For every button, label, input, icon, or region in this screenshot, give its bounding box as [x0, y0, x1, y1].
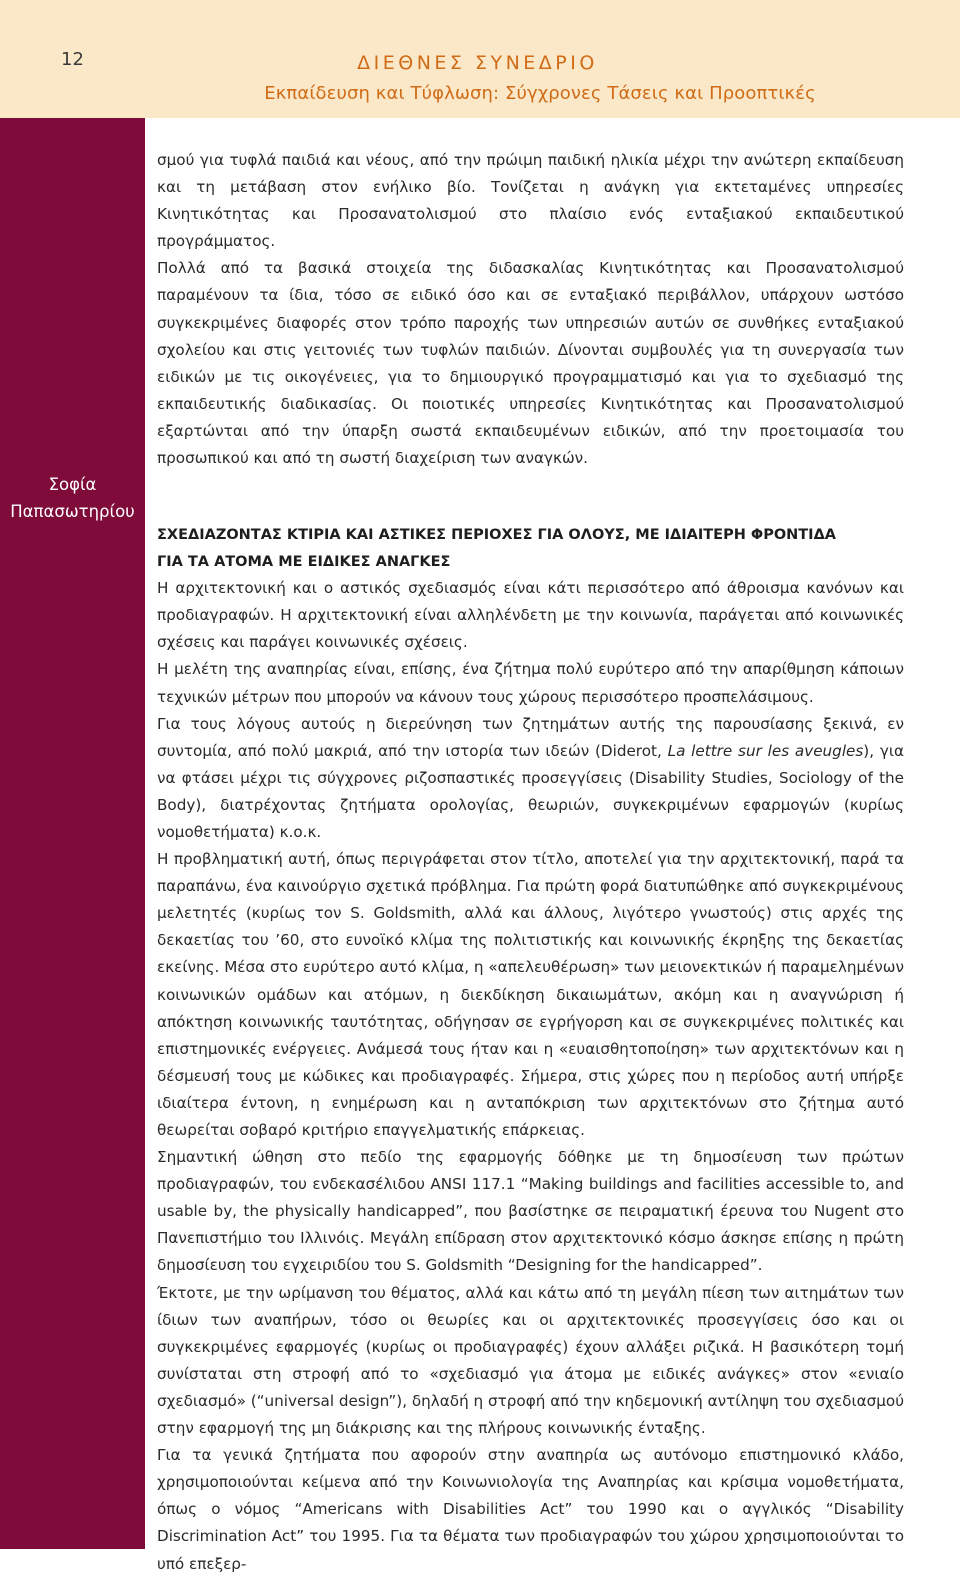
book-title-italic: La lettre sur les aveugles: [667, 741, 864, 760]
paragraph-3-text-end: ), για να φτάσει μέχρι τις σύγχρονες ριζοσπαστικές προσεγγίσεις (Disability Studies, Sociology of the Body), διατρέχοντας ζητήματα ορολογίας, θεωριών, συγκεκριμένων εφαρμογών (κυρίως νομοθετήματα) κ.ο.κ.: [157, 741, 904, 841]
intro-paragraph-1: σμού για τυφλά παιδιά και νέους, από την πρώιμη παιδική ηλικία μέχρι την ανώτερη εκπαίδευση και τη μετάβαση στον ενήλικο βίο. Τονίζεται η ανάγκη για εκτεταμένες υπηρεσίες Κινητικότητας και Προσανατολισμού στο πλαίσιο ενός ενταξιακού εκπαιδευτικού προγράμματος.: [157, 151, 904, 251]
intro-paragraph-2: Πολλά από τα βασικά στοιχεία της διδασκαλίας Κινητικότητας και Προσανατολισμού παραμένουν τα ίδια, τόσο σε ειδικό όσο και σε ενταξιακό περιβάλλον, υπάρχουν ωστόσο συγκεκριμένες διαφορές στον τρόπο παροχής των υπηρεσιών αυτών σε συνθήκες ενταξιακού σχολείου και στις γειτονιές των τυφλών παιδιών. Δίνονται συμβουλές για τη συνεργασία των ειδικών με τις οικογένειες, για το δημιουργικό προγραμματισμό και για το σχεδιασμό της εκπαιδευτικής διαδικασίας. Οι ποιοτικές υπηρεσίες Κινητικότητας και Προσανατολισμού εξαρτώνται από την ύπαρξη σωστά εκπαιδευμένων ειδικών, από την προετοιμασία του προσωπικού και από τη σωστή διαχείριση των αναγκών.: [157, 259, 904, 468]
article-paragraph-1: Η αρχιτεκτονική και ο αστικός σχεδιασμός είναι κάτι περισσότερο από άθροισμα κανόνων και προδιαγραφών. Η αρχιτεκτονική είναι αλληλένδετη με την κοινωνία, παράγεται από κοινωνικές σχέσεις και παράγει κοινωνικές σχέσεις.: [157, 579, 904, 652]
body-text: [157, 147, 904, 1578]
intro-section: [157, 147, 904, 472]
page-number: 12: [0, 0, 145, 118]
article-paragraph-6: Έκτοτε, με την ωρίμανση του θέματος, αλλά και κάτω από τη μεγάλη πίεση των αιτημάτων των ίδιων των αναπήρων, τόσο οι θεωρίες και οι αρχιτεκτονικές προσεγγίσεις όσο και οι συγκεκριμένες εφαρμογές (κυρίως οι προδιαγραφές) έχουν αλλάξει ριζικά. Η βασικότερη τομή συνίσταται στη στροφή από το «σχεδιασμό για άτομα με ειδικές ανάγκες» στον «ενιαίο σχεδιασμό» (“universal design”), δηλαδή η στροφή από την κηδεμονική αντίληψη του σχεδιασμού στην εφαρμογή της μη διάκρισης και της πλήρους κοινωνικής ένταξης.: [157, 1283, 904, 1438]
author-name: [0, 471, 145, 525]
article-paragraph-5: Σημαντική ώθηση στο πεδίο της εφαρμογής δόθηκε με τη δημοσίευση των πρώτων προδιαγραφών, του ενδεκασέλιδου ANSI 117.1 “Making buildings and facilities accessible to, and usable by, the physically handicapped”, που βασίστηκε σε πειραματική έρευνα του Nugent στο Πανεπιστήμιο του Ιλλινόις. Μεγάλη επίδραση στον αρχιτεκτονικό κόσμο άσκησε επίσης η πρώτη δημοσίευση του εγχειριδίου του S. Goldsmith “Designing for the handicapped”.: [157, 1148, 904, 1275]
article-paragraph-2: Η μελέτη της αναπηρίας είναι, επίσης, ένα ζήτημα πολύ ευρύτερο από την απαρίθμηση κάποιων τεχνικών μέτρων που μπορούν να κάνουν τους χώρους περισσότερο προσπελάσιμους.: [157, 660, 904, 706]
author-first-name: Σοφία: [48, 475, 97, 494]
article-section: [157, 522, 904, 1577]
author-last-name: Παπασωτηρίου: [10, 502, 135, 521]
section-heading-line-2: ΓΙΑ ΤΑ ΑΤΟΜΑ ΜΕ ΕΙΔΙΚΕΣ ΑΝΑΓΚΕΣ: [157, 553, 451, 570]
conference-subtitle: Εκπαίδευση και Τύφλωση: Σύγχρονες Τάσεις και Προοπτικές: [264, 83, 816, 104]
article-paragraph-7: Για τα γενικά ζητήματα που αφορούν στην αναπηρία ως αυτόνομο επιστημονικό κλάδο, χρησιμοποιούνται κείμενα από την Κοινωνιολογία της Αναπηρίας και κρίσιμα νομοθετήματα, όπως ο νόμος “Americans with Disabilities Act” του 1990 και ο αγγλικός “Disability Discrimination Act” του 1995. Για τα θέματα των προδιαγραφών του χώρου χρησιμοποιούνται το υπό επεξερ-: [157, 1446, 904, 1573]
left-sidebar-band: [0, 0, 145, 1549]
paragraph-3-text-start: Για τους λόγους αυτούς η διερεύνηση των ζητημάτων αυτής της παρουσίασης ξεκινά, εν συντομία, από πολύ μακριά, από την ιστορία των ιδεών (Diderot,: [157, 714, 904, 760]
article-paragraph-4: Η προβληματική αυτή, όπως περιγράφεται στον τίτλο, αποτελεί για την αρχιτεκτονική, παρά τα παραπάνω, ένα καινούργιο σχετικά πρόβλημα. Για πρώτη φορά διατυπώθηκε από συγκεκριμένους μελετητές (κυρίως τον S. Goldsmith, αλλά και άλλους, λιγότερο γνωστούς) στις αρχές της δεκαετίας του ’60, στο ευνοϊκό κλίμα της πολιτιστικής και κοινωνικής έκρηξης της δεκαετίας εκείνης. Μέσα στο ευρύτερο αυτό κλίμα, η «απελευθέρωση» των μειονεκτικών ή παραμελημένων κοινωνικών ομάδων και ατόμων, η διεκδίκηση δικαιωμάτων, ακόμη και η αναγνώριση ή απόκτηση κοινωνικής ταυτότητας, οδήγησαν σε εγρήγορση και σε συγκεκριμένες πολιτικές και επιστημονικές ενέργειες. Ανάμεσά τους ήταν και η «ευαισθητοποίηση» των αρχιτεκτόνων και η δέσμευσή τους με κώδικες και προδιαγραφές. Σήμερα, στις χώρες που η περίοδος αυτή υπήρξε ιδιαίτερα έντονη, η ενημέρωση και η ανταπόκριση των αρχιτεκτόνων στο ζήτημα αυτό θεωρείται σοβαρό κριτήριο επαγγελματικής επάρκειας.: [157, 850, 904, 1139]
section-heading-line-1: ΣΧΕΔΙΑΖΟΝΤΑΣ ΚΤΙΡΙΑ ΚΑΙ ΑΣΤΙΚΕΣ ΠΕΡΙΟΧΕΣ ΓΙΑ ΟΛΟΥΣ, ΜΕ ΙΔΙΑΙΤΕΡΗ ΦΡΟΝΤΙΔΑ: [157, 527, 837, 544]
article-paragraph-3: [157, 711, 904, 846]
section-heading: [157, 522, 904, 575]
conference-title: ΔΙΕΘΝΕΣ ΣΥΝΕΔΡΙΟ: [357, 52, 598, 74]
